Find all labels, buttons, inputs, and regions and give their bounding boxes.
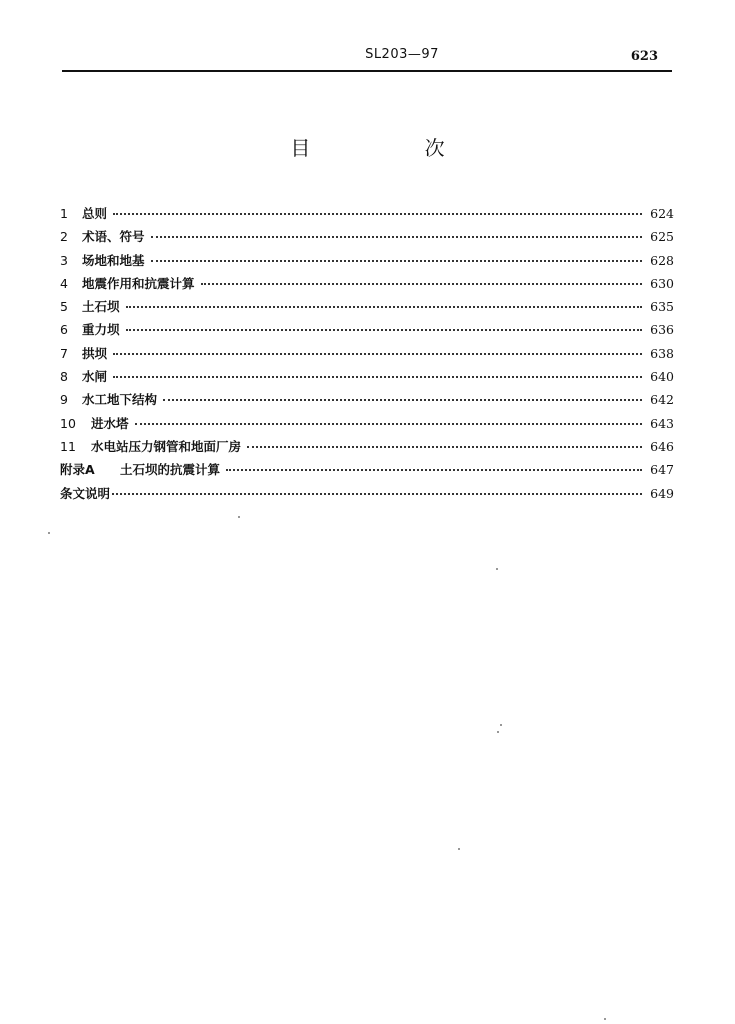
toc-number: 7 (60, 345, 68, 361)
toc-label: 地震作用和抗震计算 (82, 275, 195, 291)
scan-speck (458, 848, 460, 850)
toc-number: 5 (60, 299, 68, 315)
toc-page: 630 (650, 275, 674, 291)
dot-leader (126, 306, 642, 308)
toc-entry-2[interactable] (60, 227, 674, 250)
toc-entry-1[interactable] (60, 204, 674, 227)
dot-leader (112, 493, 642, 495)
toc-entry-4[interactable] (60, 274, 674, 297)
toc-number: 4 (60, 275, 68, 291)
toc-entry-provisions[interactable] (60, 484, 674, 507)
toc-label: 水电站压力钢管和地面厂房 (91, 438, 242, 454)
toc-page: 642 (650, 392, 674, 408)
toc-number: 9 (60, 392, 68, 408)
dot-leader (247, 446, 642, 448)
toc-label: 土石坝 (82, 299, 120, 315)
toc-page: 646 (650, 438, 674, 454)
page-header (62, 44, 672, 72)
toc-number: 11 (60, 438, 76, 454)
page-number: 623 (630, 49, 658, 64)
toc-page: 635 (650, 299, 674, 315)
toc-label: 总则 (82, 206, 108, 221)
toc-number: 附录A (60, 462, 95, 478)
toc-number: 10 (60, 415, 76, 431)
scan-speck (604, 1018, 606, 1020)
toc-entry-8[interactable] (60, 367, 674, 390)
scan-speck (497, 731, 499, 733)
toc-label: 水工地下结构 (82, 392, 158, 408)
toc-number: 2 (60, 229, 68, 245)
dot-leader (126, 329, 642, 331)
dot-leader (113, 353, 642, 355)
toc-number: 8 (60, 369, 68, 385)
dot-leader (151, 260, 642, 262)
toc-page: 625 (650, 229, 674, 245)
toc-label: 土石坝的抗震计算 (120, 462, 221, 478)
toc-page: 638 (650, 345, 674, 361)
toc-number: 1 (60, 206, 68, 221)
toc-page: 628 (650, 252, 674, 268)
toc-label: 场地和地基 (82, 252, 145, 268)
page-title: 目 次 (290, 136, 499, 160)
dot-leader (201, 283, 642, 285)
scan-speck (500, 724, 502, 726)
dot-leader (135, 423, 642, 425)
toc-label: 水闸 (82, 369, 108, 385)
dot-leader (163, 399, 642, 401)
toc-page: 636 (650, 322, 674, 338)
toc-page: 624 (650, 206, 674, 221)
scan-speck (48, 532, 50, 534)
toc-entry-9[interactable] (60, 390, 674, 413)
toc-page: 643 (650, 415, 674, 431)
toc-entry-3[interactable] (60, 251, 674, 274)
toc-label: 进水塔 (91, 415, 129, 431)
dot-leader (113, 213, 642, 215)
toc-number: 6 (60, 322, 68, 338)
toc-entry-7[interactable] (60, 344, 674, 367)
dot-leader (113, 376, 642, 378)
scan-speck (496, 568, 498, 570)
toc-page: 649 (650, 485, 674, 501)
standard-code: SL203—97 (365, 47, 439, 62)
toc-entry-5[interactable] (60, 297, 674, 320)
toc-page: 640 (650, 369, 674, 385)
dot-leader (226, 469, 642, 471)
toc-entry-appendix-a[interactable] (60, 460, 674, 483)
toc-entry-11[interactable] (60, 437, 674, 460)
toc-label: 术语、符号 (82, 229, 145, 245)
table-of-contents (60, 204, 674, 507)
toc-label: 重力坝 (82, 322, 120, 338)
toc-page: 647 (650, 462, 674, 478)
scan-speck (238, 516, 240, 518)
toc-number: 3 (60, 252, 68, 268)
dot-leader (151, 236, 642, 238)
toc-entry-6[interactable] (60, 320, 674, 343)
toc-label: 条文说明 (60, 485, 111, 501)
toc-label: 拱坝 (82, 345, 108, 361)
toc-entry-10[interactable] (60, 414, 674, 437)
